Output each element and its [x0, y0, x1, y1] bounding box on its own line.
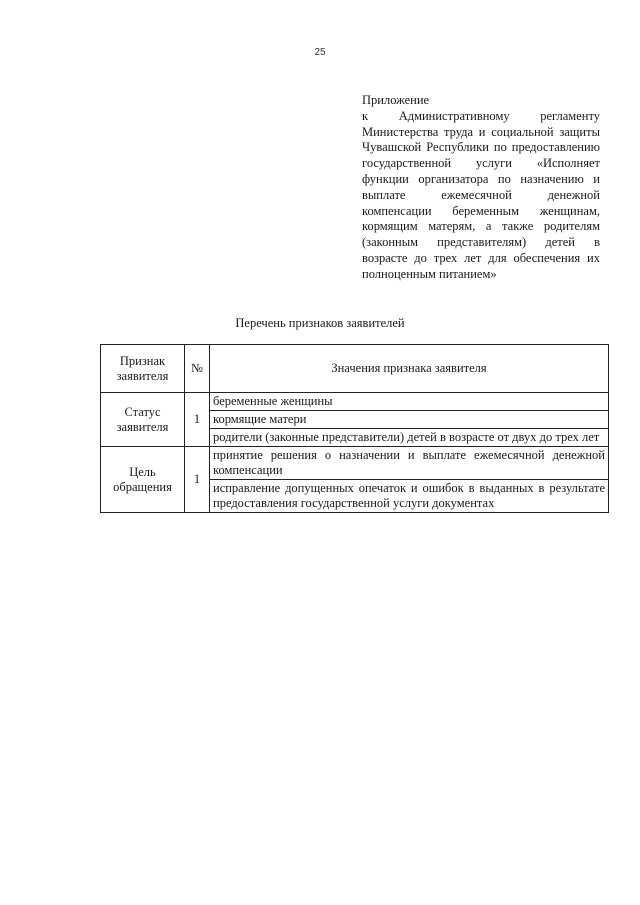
appendix-text: к Административному регламенту Министерства труда и социальной защиты Чувашской Республики по предоставлению государственной услуги «Исполняет функции организатора по назначению и выплате ежемесячной денежной компенсации беременным женщинам, кормящим матерям, а также родителям (законным представителям) детей в возрасте до трех лет для обеспечения их полноценным питанием»: [362, 108, 600, 281]
page-number: 25: [314, 47, 326, 58]
table-row: [101, 393, 609, 411]
value-cell: беременные женщины: [210, 393, 609, 411]
value-cell: родители (законные представители) детей в возрасте от двух до трех лет: [210, 429, 609, 447]
value-cell: кормящие матери: [210, 411, 609, 429]
header-criterion: Признак заявителя: [101, 345, 185, 393]
header-number: №: [185, 345, 210, 393]
criterion-purpose: Цель обращения: [101, 447, 185, 513]
value-cell: исправление допущенных опечаток и ошибок в выданных в результате предоставления государственной услуги документах: [210, 480, 609, 513]
criterion-status: Статус заявителя: [101, 393, 185, 447]
header-values: Значения признака заявителя: [210, 345, 609, 393]
number-purpose: 1: [185, 447, 210, 513]
number-status: 1: [185, 393, 210, 447]
table-row: [101, 447, 609, 480]
value-cell: принятие решения о назначении и выплате ежемесячной денежной компенсации: [210, 447, 609, 480]
list-title: Перечень признаков заявителей: [235, 316, 405, 330]
appendix-block: [362, 93, 600, 283]
table-header-row: [101, 345, 609, 393]
appendix-title: Приложение: [362, 93, 430, 107]
applicant-criteria-table: [100, 344, 609, 513]
